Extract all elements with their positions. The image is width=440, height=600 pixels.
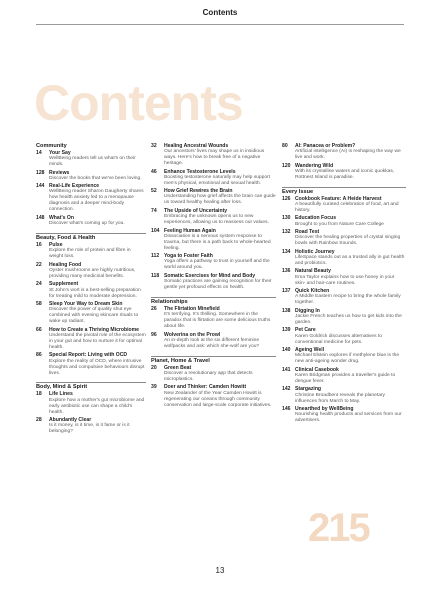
- toc-entry[interactable]: [36, 352, 146, 376]
- entry-page-number: 18: [36, 391, 42, 398]
- entry-page-number: 104: [151, 227, 160, 234]
- toc-entry[interactable]: [282, 249, 406, 267]
- entry-title: Your Say: [49, 150, 71, 156]
- toc-entry[interactable]: [282, 229, 406, 247]
- toc-entry[interactable]: [36, 150, 146, 168]
- entry-title: Supplement: [49, 281, 79, 288]
- entry-title: Education Focus: [295, 215, 337, 222]
- entry-page-number: 138: [282, 307, 291, 314]
- section-title: Relationships: [151, 297, 276, 305]
- entry-description: LifeSpace stands out as a trusted ally in gut health and probiotics.: [295, 254, 405, 266]
- entry-page-number: 86: [36, 352, 42, 359]
- entry-page-number: 20: [151, 364, 157, 371]
- entry-page-number: 139: [282, 327, 291, 334]
- toc-section: [151, 297, 276, 350]
- section-title: Beauty, Food & Health: [36, 233, 146, 241]
- entry-description: Jackie French teaches us how to get kids into the garden.: [295, 313, 402, 325]
- entry-description: With its crystalline waters and iconic quokkas, Rottnest Island is paradise.: [295, 168, 395, 180]
- page-title: Contents: [34, 75, 243, 131]
- toc-entry[interactable]: [151, 384, 276, 408]
- entry-page-number: 146: [282, 406, 291, 413]
- section-title: Every Issue: [282, 187, 406, 195]
- entry-page-number: 120: [282, 162, 291, 169]
- entry-description: Brought to you from Nature Care College: [295, 221, 384, 227]
- toc-entry[interactable]: [36, 391, 146, 415]
- entry-page-number: 16: [36, 242, 42, 249]
- toc-section: [151, 143, 276, 291]
- running-header: Contents: [202, 8, 238, 17]
- entry-title: Stargazing: [295, 386, 322, 393]
- toc-section: [36, 382, 146, 435]
- toc-entry[interactable]: [282, 163, 406, 181]
- entry-title: Somatic Exercises for Mind and Body: [164, 273, 256, 279]
- entry-title: Green Beat: [164, 364, 192, 371]
- entry-title: Life Lines: [49, 391, 73, 398]
- entry-page-number: 28: [36, 417, 42, 424]
- entry-page-number: 52: [151, 188, 157, 195]
- entry-description: Nourishing health products and services from our advertisers.: [295, 412, 402, 424]
- toc-section: [282, 187, 406, 424]
- entry-title: Pulse: [49, 242, 63, 249]
- entry-description: Discover the books that we've been loving.: [49, 175, 142, 181]
- toc-column-2: [151, 143, 276, 415]
- entry-description: Explore how a mother's gut microbiome and early antibiotic use can shape a child's health.: [49, 397, 145, 415]
- entry-description: Embracing the unknown opens us to new experiences, allowing us to reassess our values.: [164, 214, 269, 226]
- entry-page-number: 130: [282, 215, 291, 222]
- entry-description: WellBeing reader Sharon Daugherty shares how health anxiety led to a menopause diagnosis and a deeper mind-body connection.: [49, 189, 144, 213]
- entry-description: Discover what's coming up for you.: [49, 221, 125, 227]
- entry-heading: [36, 327, 146, 333]
- toc-entry[interactable]: [36, 262, 146, 280]
- entry-description: Oyster mushrooms are highly nutritious, providing many medicinal benefits.: [49, 267, 136, 279]
- entry-page-number: 66: [36, 326, 42, 333]
- toc-entry[interactable]: [151, 228, 276, 252]
- entry-description: New Zealander of the Year Camden Howitt is regenerating our oceans through community conservation and large-scale corporate initiatives.: [164, 390, 272, 408]
- toc-entry[interactable]: [36, 242, 146, 260]
- entry-page-number: 24: [36, 281, 42, 288]
- entry-description: WellBeing readers tell us what's on their minds.: [49, 156, 136, 168]
- entry-title: Feeling Human Again: [164, 227, 216, 234]
- entry-title: Pet Care: [295, 327, 316, 334]
- toc-entry[interactable]: [282, 143, 406, 161]
- entry-page-number: 58: [36, 301, 42, 308]
- section-title: Community: [36, 143, 67, 149]
- entry-title: Sleep Your Way to Dream Skin: [49, 301, 123, 308]
- entry-description: Discover the healing properties of crystal singing bowls with Rainbow Sounds.: [295, 235, 401, 247]
- entry-description: Karen Goldrick discusses alternatives to conventional medicine for pets.: [295, 333, 382, 345]
- toc-column-3: [282, 143, 406, 430]
- entry-page-number: 137: [282, 288, 291, 295]
- entry-page-number: 26: [151, 306, 157, 313]
- section-title: Planet, Home & Travel: [151, 356, 276, 364]
- entry-description: Discover the power of quality shut eye combined with evening skincare rituals to wake up radiant.: [49, 307, 139, 325]
- entry-title: Real-Life Experience: [49, 183, 100, 190]
- entry-description: Boosting testosterone naturally may help support men's physical, emotional and sexual health.: [164, 174, 271, 186]
- entry-title: Healing Food: [49, 261, 82, 268]
- entry-description: Karen Bridgman provides a traveller's guide to dengue fever.: [295, 372, 396, 384]
- toc-entry[interactable]: [151, 273, 276, 291]
- toc-entry[interactable]: [151, 332, 276, 350]
- entry-page-number: 141: [282, 366, 291, 373]
- entry-title: Enhance Testosterone Levels: [164, 168, 236, 175]
- entry-description: St John's wort is a best-selling preparation for treating mild to moderate depression.: [49, 287, 141, 299]
- toc-section: [151, 356, 276, 409]
- entry-page-number: 112: [151, 253, 160, 260]
- toc-entry[interactable]: [36, 170, 146, 182]
- entry-page-number: 144: [36, 183, 45, 190]
- toc-entry[interactable]: [36, 417, 146, 435]
- entry-description: A beautifully curated celebration of food, art and history.: [295, 201, 399, 213]
- entry-title: Doer and Thinker: Camden Howitt: [164, 384, 247, 391]
- entry-page-number: 46: [151, 168, 157, 175]
- entry-page-number: 14: [36, 150, 42, 156]
- header-rule: [36, 24, 404, 25]
- toc-entry[interactable]: [151, 188, 276, 206]
- entry-description: Discover a revolutionary app that detects microplastics.: [164, 370, 253, 382]
- toc-entry[interactable]: [36, 327, 146, 351]
- entry-title: Quick Kitchen: [295, 288, 330, 295]
- toc-entry[interactable]: [151, 143, 276, 167]
- entry-description: Michael Elstein explores if methylene blue is the new anti-ageing wonder drug.: [295, 353, 400, 365]
- entry-page-number: 126: [282, 195, 291, 202]
- entry-title: Unearthed by WellBeing: [295, 406, 354, 413]
- toc-entry[interactable]: [151, 169, 276, 187]
- entry-description: Understand the pivotal role of the ecosystem in your gut and how to nurture it for optimal health.: [49, 332, 146, 350]
- entry-title: Digging In: [295, 307, 320, 314]
- toc-entry[interactable]: [282, 196, 406, 214]
- entry-description: Christine Broadbent reveals the planetary influences from March to May.: [295, 392, 385, 404]
- entry-title: The Flirtation Minefield: [164, 306, 220, 313]
- toc-section: [36, 143, 146, 227]
- entry-title: What's On: [49, 215, 74, 221]
- entry-page-number: 140: [282, 347, 291, 354]
- entry-description: Explore the reality of OCD, where intrusive thoughts and compulsive behaviours disrupt lives.: [49, 358, 145, 376]
- entry-title: Abundantly Clear: [49, 417, 92, 424]
- entry-description: Understanding how grief affects the brain can guide us toward healthy healing after loss.: [164, 194, 276, 206]
- toc-entry[interactable]: [151, 253, 276, 271]
- entry-title: Healing Ancestral Wounds: [164, 143, 229, 149]
- toc-entry[interactable]: [36, 183, 146, 213]
- entry-description: Artificial intelligence (AI) is reshaping the way we live and work.: [295, 149, 401, 161]
- entry-description: Is it money, is it time, is it fame or is it belonging?: [49, 423, 130, 435]
- toc-section: [36, 233, 146, 376]
- entry-page-number: 128: [36, 169, 45, 176]
- entry-title: Special Report: Living with OCD: [49, 352, 128, 359]
- entry-description: Ema Taylor explains how to use honey in your skin- and hair-care routines.: [295, 274, 395, 286]
- toc-entry[interactable]: [282, 308, 406, 326]
- entry-description: Dissociation is a nervous system response to trauma, but there is a path back to whole-hearted feeling.: [164, 233, 271, 251]
- entry-description: It's terrifying. It's thrilling. Somewhere in the paradox that is flirtation are some delicious truths about life.: [164, 312, 271, 330]
- entry-title: Wolverina on the Prowl: [164, 331, 221, 338]
- entry-description: Somatic practices are gaining recognition for their gentle yet profound effects on health.: [164, 279, 272, 291]
- entry-page-number: 132: [282, 229, 291, 236]
- entry-title: AI: Panacea or Problem?: [295, 143, 356, 149]
- entry-page-number: 136: [282, 268, 291, 275]
- entry-page-number: 32: [151, 143, 157, 149]
- entry-title: Reviews: [49, 169, 70, 176]
- entry-page-number: 142: [282, 386, 291, 393]
- toc-entry[interactable]: [36, 215, 146, 227]
- toc-entry[interactable]: [282, 327, 406, 345]
- entry-page-number: 118: [151, 273, 160, 279]
- toc-entry[interactable]: [151, 365, 276, 383]
- entry-title: Cookbook Feature: A Heide Harvest: [295, 195, 382, 202]
- toc-section: [282, 143, 406, 181]
- entry-description: Our ancestors' lives may shape us in insidious ways. Here's how to break free of a negative heritage.: [164, 149, 265, 167]
- entry-title: How to Create a Thriving Microbiome: [49, 326, 140, 333]
- entry-title: Ageing Well: [295, 347, 325, 354]
- section-title: Body, Mind & Spirit: [36, 382, 146, 390]
- issue-number-graphic: [308, 506, 369, 550]
- entry-title: Natural Beauty: [295, 268, 331, 275]
- entry-page-number: 80: [282, 143, 288, 149]
- toc-entry[interactable]: [282, 347, 406, 365]
- toc-entry[interactable]: [282, 288, 406, 306]
- entry-title: The Upside of Uncertainty: [164, 208, 228, 214]
- toc-entry[interactable]: [151, 306, 276, 330]
- entry-title: Wandering Wild: [295, 162, 334, 169]
- toc-entry[interactable]: [282, 406, 406, 424]
- toc-entry[interactable]: [282, 215, 406, 227]
- toc-column-1: [36, 143, 146, 441]
- entry-title: How Grief Rewires the Brain: [164, 188, 233, 195]
- toc-entry[interactable]: [282, 367, 406, 385]
- entry-title: Clinical Casebook: [295, 366, 339, 373]
- entry-description: An in-depth look at the six different feminine wolfpacks and ask: which she-wolf are you?: [164, 337, 260, 349]
- entry-page-number: 96: [151, 331, 157, 338]
- toc-entry[interactable]: [282, 386, 406, 404]
- entry-title: Yoga to Foster Faith: [164, 253, 213, 260]
- toc-entry[interactable]: [36, 281, 146, 299]
- toc-entry[interactable]: [151, 208, 276, 226]
- entry-page-number: 22: [36, 261, 42, 268]
- issue-number-text: 215: [308, 506, 369, 550]
- entry-page-number: 148: [36, 215, 45, 221]
- entry-page-number: 134: [282, 248, 291, 255]
- entry-page-number: 39: [151, 384, 157, 391]
- entry-description: Explore the role of protein and fibre in weight loss.: [49, 248, 131, 260]
- page-number: 13: [215, 566, 225, 575]
- entry-description: A Middle Eastern recipe to bring the whole family together.: [295, 294, 401, 306]
- entry-title: Road Test: [295, 229, 320, 236]
- toc-entry[interactable]: [36, 301, 146, 325]
- entry-page-number: 74: [151, 208, 157, 214]
- entry-title: Holistic Journey: [295, 248, 335, 255]
- toc-entry[interactable]: [282, 268, 406, 286]
- entry-description: Yoga offers a pathway to trust in yourself and the world around you.: [164, 259, 270, 271]
